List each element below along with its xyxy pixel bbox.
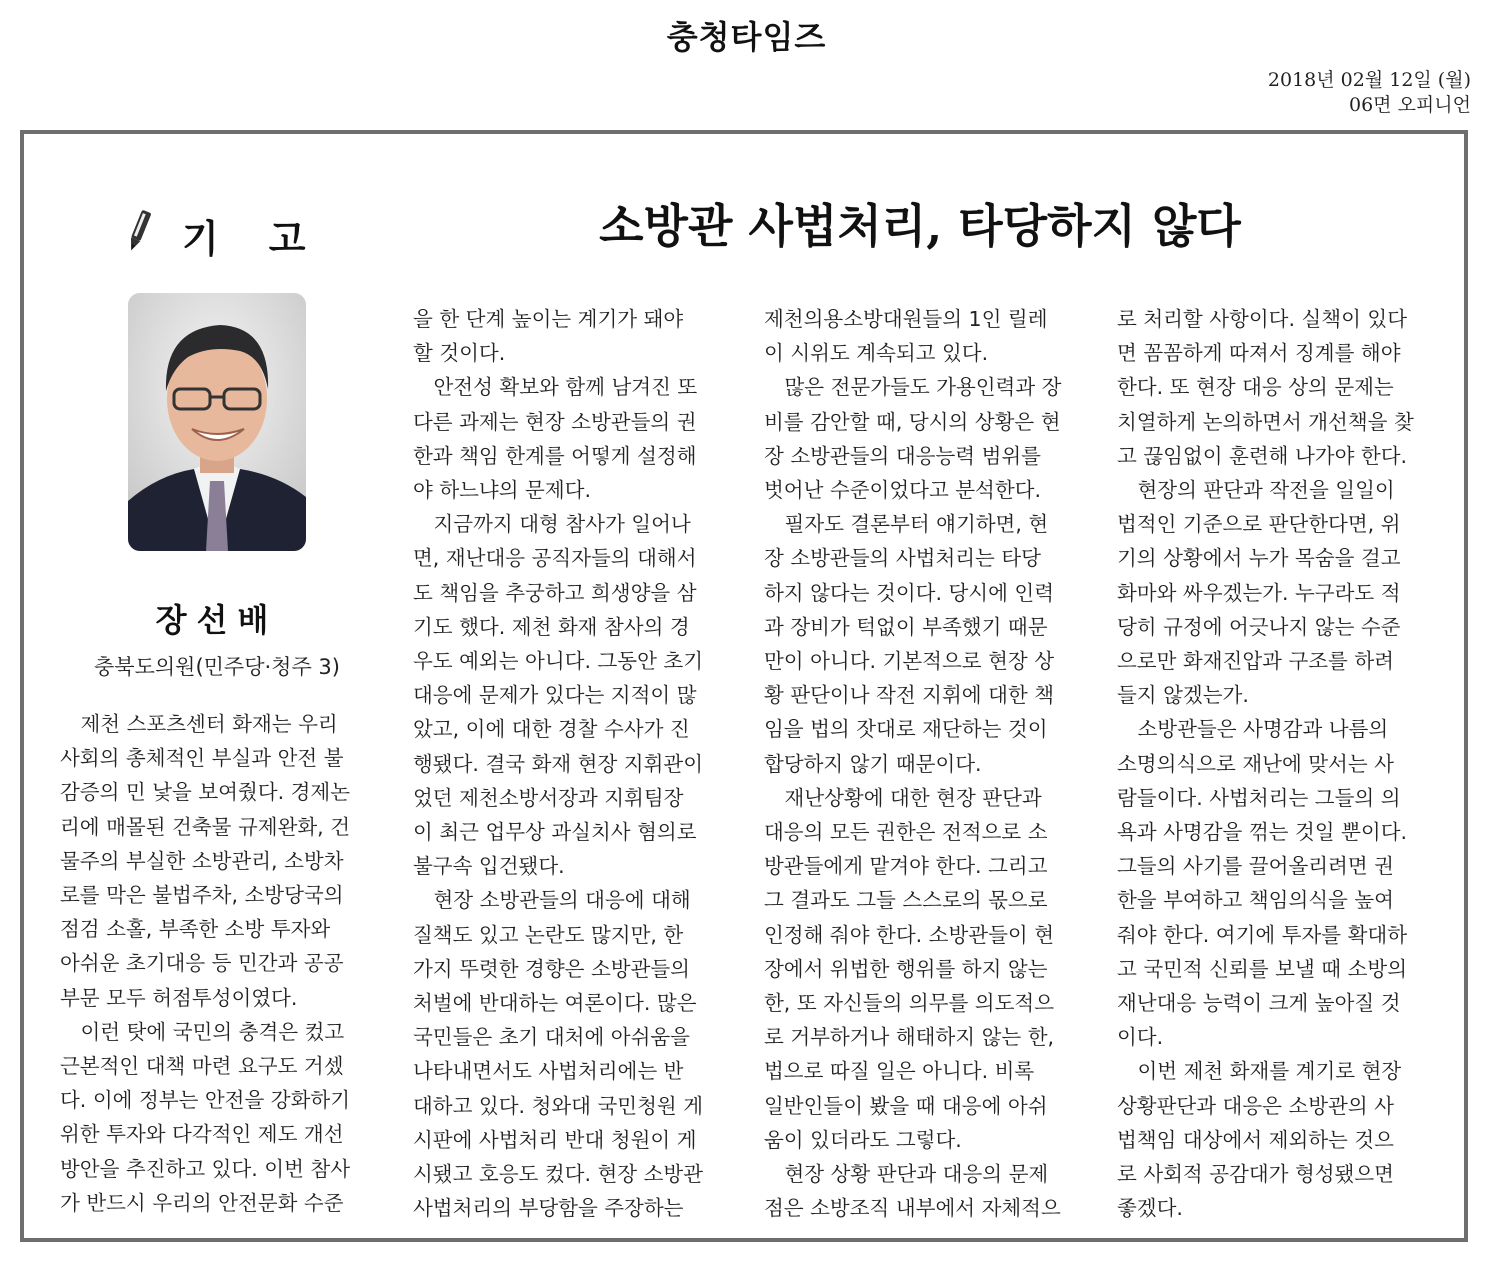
- text-line: 고 끊임없이 훈련해 나가야 한다.: [1117, 443, 1408, 468]
- text-line: 대하고 있다. 청와대 국민청원 게: [413, 1093, 704, 1118]
- publication-date: 2018년 02월 12일 (월): [1267, 69, 1471, 91]
- text-line: 아쉬운 초기대응 등 민간과 공공: [60, 951, 344, 976]
- section-label: 기고: [182, 216, 356, 261]
- text-line: 면, 재난대응 공직자들의 대해서: [413, 546, 697, 571]
- article-column-3: [764, 302, 1084, 1225]
- text-line: 한다. 또 현장 대응 상의 문제는: [1117, 375, 1394, 400]
- text-line: 법적인 기준으로 판단한다면, 위: [1117, 512, 1401, 537]
- text-line: 소명의식으로 재난에 맞서는 사: [1117, 751, 1394, 776]
- text-line: 비를 감안할 때, 당시의 상황은 현: [764, 409, 1061, 434]
- text-line: 방안을 추진하고 있다. 이번 참사: [60, 1156, 351, 1181]
- text-line: 부문 모두 허점투성이였다.: [60, 985, 298, 1010]
- text-line: 리에 매몰된 건축물 규제완화, 건: [60, 814, 351, 839]
- text-line: 법책임 대상에서 제외하는 것으: [1117, 1127, 1394, 1152]
- text-line: 안전성 확보와 함께 남겨진 또: [413, 375, 698, 400]
- text-line: 상황판단과 대응은 소방관의 사: [1117, 1093, 1394, 1118]
- text-line: 이런 탓에 국민의 충격은 컸고: [60, 1019, 345, 1044]
- text-line: 다. 이에 정부는 안전을 강화하기: [60, 1088, 351, 1113]
- text-line: 로 사회적 공감대가 형성됐으면: [1117, 1162, 1394, 1187]
- text-line: 현장의 판단과 작전을 일일이: [1117, 478, 1395, 503]
- text-line: 았고, 이에 대한 경찰 수사가 진: [413, 717, 690, 742]
- text-line: 과 장비가 턱없이 부족했기 때문: [764, 614, 1048, 639]
- text-line: 재난상황에 대한 현장 판단과: [764, 785, 1042, 810]
- article-column-2: [413, 302, 733, 1225]
- text-line: 당히 규정에 어긋나지 않는 수준: [1117, 614, 1401, 639]
- text-line: 들지 않겠는가.: [1117, 683, 1249, 708]
- text-line: 현장 상황 판단과 대응의 문제: [764, 1162, 1049, 1187]
- text-line: 가지 뚜렷한 경향은 소방관들의: [413, 956, 690, 981]
- text-line: 장 소방관들의 대응능력 범위를: [764, 443, 1041, 468]
- text-line: 대응의 모든 권한은 전적으로 소: [764, 820, 1048, 845]
- author-photo: [128, 293, 306, 551]
- text-line: 국민들은 초기 대처에 아쉬움을: [413, 1025, 690, 1050]
- text-line: 제천의용소방대원들의 1인 릴레: [764, 307, 1048, 331]
- text-line: 람들이다. 사법처리는 그들의 의: [1117, 785, 1401, 810]
- text-line: 만이 아니다. 기본적으로 현장 상: [764, 649, 1055, 674]
- text-line: 한을 부여하고 책임의식을 높여: [1117, 888, 1394, 913]
- text-line: 임을 법의 잣대로 재단하는 것이: [764, 717, 1048, 742]
- article-column-1: [60, 707, 378, 1220]
- text-line: 이다.: [1117, 1025, 1164, 1050]
- text-line: 처벌에 반대하는 여론이다. 많은: [413, 991, 697, 1016]
- text-line: 로 거부하거나 해태하지 않는 한,: [764, 1025, 1055, 1050]
- article-headline: 소방관 사법처리, 타당하지 않다: [599, 199, 1241, 253]
- text-line: 대응에 문제가 있다는 지적이 많: [413, 683, 697, 708]
- text-line: 사회의 총체적인 부실과 안전 불: [60, 746, 344, 771]
- text-line: 화마와 싸우겠는가. 누구라도 적: [1117, 580, 1401, 605]
- text-line: 불구속 입건됐다.: [413, 854, 565, 879]
- dateline: [1268, 68, 1471, 118]
- text-line: 로를 막은 불법주차, 소방당국의: [60, 883, 344, 908]
- page-section: 06면 오피니언: [1349, 94, 1471, 116]
- text-line: 장 소방관들의 사법처리는 타당: [764, 546, 1041, 571]
- text-line: 한, 또 자신들의 의무를 의도적으: [764, 991, 1055, 1016]
- pencil-icon: [125, 208, 153, 254]
- text-line: 으로만 화재진압과 구조를 하려: [1117, 649, 1394, 674]
- text-line: 일반인들이 봤을 때 대응에 아쉬: [764, 1093, 1048, 1118]
- text-line: 점검 소홀, 부족한 소방 투자와: [60, 917, 331, 942]
- text-line: 장에서 위법한 행위를 하지 않는: [764, 956, 1048, 981]
- text-line: 벗어난 수준이었다고 분석한다.: [764, 478, 1041, 503]
- text-line: 근본적인 대책 마련 요구도 거셌: [60, 1054, 344, 1079]
- text-line: 할 것이다.: [413, 341, 506, 366]
- text-line: 시판에 사법처리 반대 청원이 게: [413, 1127, 697, 1152]
- text-line: 었던 제천소방서장과 지휘팀장: [413, 785, 684, 810]
- text-line: 감증의 민 낯을 보여줬다. 경제논: [60, 780, 351, 805]
- text-line: 기의 상황에서 누가 목숨을 걸고: [1117, 546, 1401, 571]
- text-line: 물주의 부실한 소방관리, 소방차: [60, 848, 344, 873]
- text-line: 많은 전문가들도 가용인력과 장: [764, 375, 1062, 400]
- text-line: 행됐다. 결국 화재 현장 지휘관이: [413, 751, 704, 776]
- text-line: 이 시위도 계속되고 있다.: [764, 341, 989, 366]
- text-line: 도 책임을 추궁하고 희생양을 삼: [413, 580, 697, 605]
- text-line: 현장 소방관들의 대응에 대해: [413, 888, 691, 913]
- text-line: 우도 예외는 아니다. 그동안 초기: [413, 649, 704, 674]
- text-line: 줘야 한다. 여기에 투자를 확대하: [1117, 922, 1408, 947]
- text-line: 로 처리할 사항이다. 실책이 있다: [1117, 307, 1408, 331]
- text-line: 질책도 있고 논란도 많지만, 한: [413, 922, 684, 947]
- author-name: 장선배: [155, 601, 279, 639]
- text-line: 가 반드시 우리의 안전문화 수준: [60, 1190, 344, 1215]
- text-line: 움이 있더라도 그렇다.: [764, 1127, 962, 1152]
- text-line: 고 국민적 신뢰를 보낼 때 소방의: [1117, 956, 1408, 981]
- text-line: 다른 과제는 현장 소방관들의 권: [413, 409, 697, 434]
- text-line: 면 꼼꼼하게 따져서 징계를 해야: [1117, 341, 1401, 366]
- text-line: 좋겠다.: [1117, 1196, 1183, 1221]
- text-line: 사법처리의 부당함을 주장하는: [413, 1196, 684, 1221]
- newspaper-masthead: 충청타임즈: [666, 18, 827, 56]
- text-line: 그 결과도 그들 스스로의 몫으로: [764, 888, 1048, 913]
- author-title: 충북도의원(민주당·청주 3): [94, 655, 340, 679]
- text-line: 욕과 사명감을 꺾는 것일 뿐이다.: [1117, 820, 1408, 845]
- text-line: 이 최근 업무상 과실치사 혐의로: [413, 820, 697, 845]
- text-line: 위한 투자와 다각적인 제도 개선: [60, 1122, 344, 1147]
- text-line: 방관들에게 맡겨야 한다. 그리고: [764, 854, 1048, 879]
- text-line: 그들의 사기를 끌어올리려면 권: [1117, 854, 1394, 879]
- text-line: 합당하지 않기 때문이다.: [764, 751, 982, 776]
- text-line: 인정해 줘야 한다. 소방관들이 현: [764, 922, 1055, 947]
- text-line: 이번 제천 화재를 계기로 현장: [1117, 1059, 1402, 1084]
- text-line: 제천 스포츠센터 화재는 우리: [60, 712, 338, 736]
- text-line: 필자도 결론부터 얘기하면, 현: [764, 512, 1049, 537]
- article-column-4: [1117, 302, 1437, 1225]
- section-header: [120, 208, 356, 261]
- text-line: 재난대응 능력이 크게 높아질 것: [1117, 991, 1401, 1016]
- text-line: 한과 책임 한계를 어떻게 설정해: [413, 443, 697, 468]
- text-line: 법으로 따질 일은 아니다. 비록: [764, 1059, 1035, 1084]
- text-line: 지금까지 대형 참사가 일어나: [413, 512, 691, 537]
- text-line: 치열하게 논의하면서 개선책을 찾: [1117, 409, 1414, 434]
- text-line: 기도 했다. 제천 화재 참사의 경: [413, 614, 690, 639]
- text-line: 황 판단이나 작전 지휘에 대한 책: [764, 683, 1055, 708]
- text-line: 점은 소방조직 내부에서 자체적으: [764, 1196, 1061, 1221]
- text-line: 야 하느냐의 문제다.: [413, 478, 591, 503]
- text-line: 나타내면서도 사법처리에는 반: [413, 1059, 684, 1084]
- text-line: 하지 않다는 것이다. 당시에 인력: [764, 580, 1055, 605]
- text-line: 시됐고 호응도 컸다. 현장 소방관: [413, 1162, 704, 1187]
- portrait-image: [128, 293, 306, 551]
- text-line: 소방관들은 사명감과 나름의: [1117, 717, 1389, 742]
- text-line: 을 한 단계 높이는 계기가 돼야: [413, 307, 684, 331]
